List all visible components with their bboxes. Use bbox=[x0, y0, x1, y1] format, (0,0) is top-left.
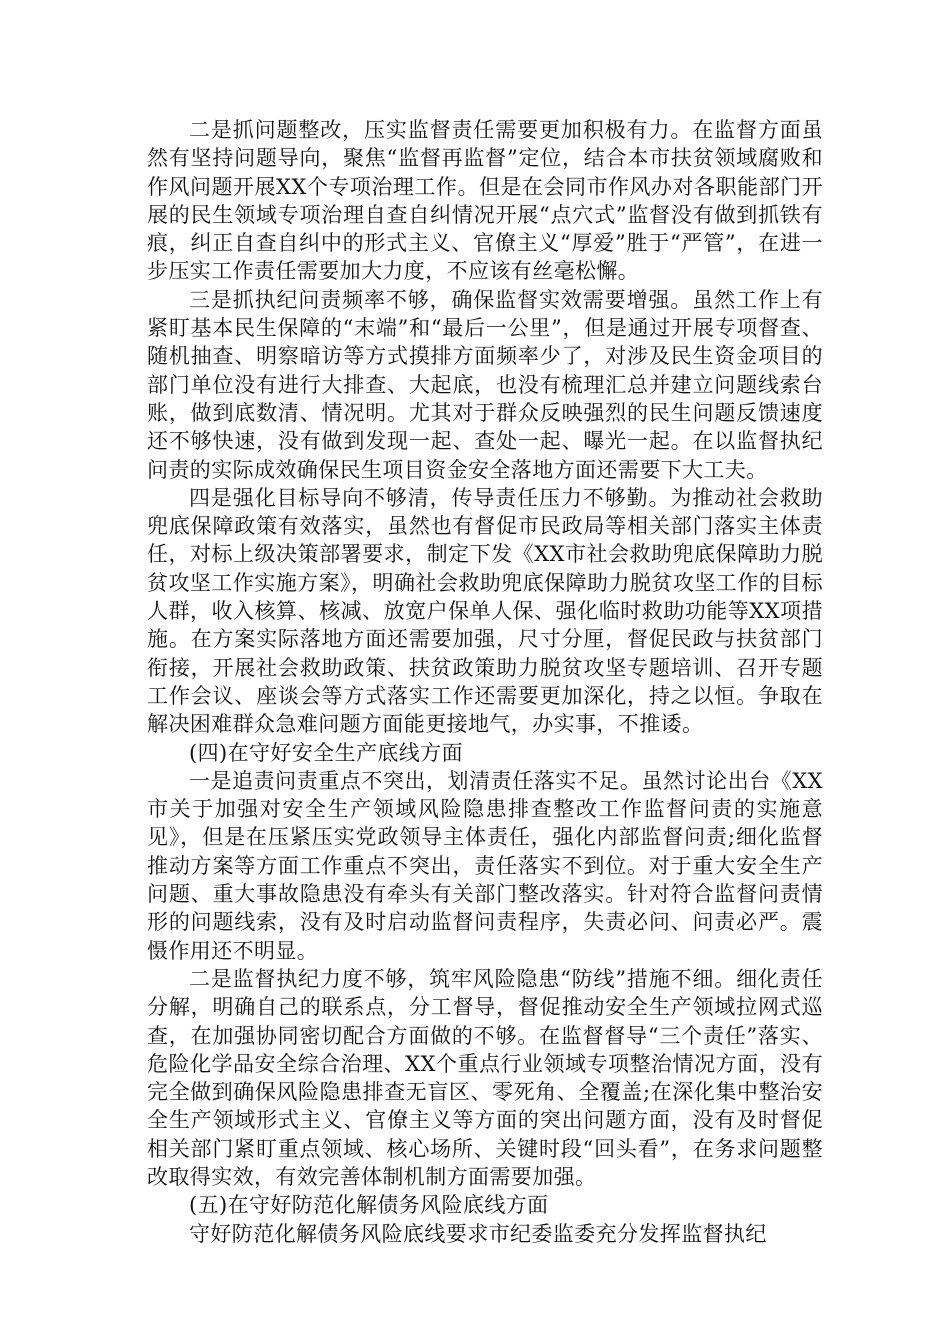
document-body bbox=[147, 116, 823, 1248]
paragraph-problem-rectification: 二是抓问题整改，压实监督责任需要更加积极有力。在监督方面虽然有坚持问题导向，聚焦“监督再监督”定位，结合本市扶贫领域腐败和作风问题开展XX个专项治理工作。但是在会同市作风办对各职能部门开展的民生领域专项治理自查自纠情况开展“点穴式”监督没有做到抓铁有痕，纠正自查自纠中的形式主义、官僚主义“厚爱”胜于“严管”，在进一步压实工作责任需要加大力度，不应该有丝毫松懈。 bbox=[147, 118, 823, 284]
paragraph-discipline-accountability: 三是抓执纪问责频率不够，确保监督实效需要增强。虽然工作上有紧盯基本民生保障的“末端”和“最后一公里”，但是通过开展专项督查、随机抽查、明察暗访等方式摸排方面频率少了，对涉及民生资金项目的部门单位没有进行大排查、大起底，也没有梳理汇总并建立问题线索台账，做到底数清、情况明。尤其对于群众反映强烈的民生问题反馈速度还不够快速，没有做到发现一起、查处一起、曝光一起。在以监督执纪问责的实际成效确保民生项目资金安全落地方面还需要下大工夫。 bbox=[147, 287, 823, 482]
paragraph-supervision-intensity: 二是监督执纪力度不够，筑牢风险隐患“防线”措施不细。细化责任分解，明确自己的联系点，分工督导，督促推动安全生产领域拉网式巡查，在加强协同密切配合方面做的不够。在监督督导“三个责任”落实、危险化学品安全综合治理、XX个重点行业领域专项整治情况方面，没有完全做到确保风险隐患排查无盲区、零死角、全覆盖;在深化集中整治安全生产领域形式主义、官僚主义等方面的突出问题方面，没有及时督促相关部门紧盯重点领域、核心场所、关键时段“回头看”，在务求问题整改取得实效，有效完善体制机制方面需要加强。 bbox=[147, 966, 823, 1189]
section-heading-debt-risk: (五)在守好防范化解债务风险底线方面 bbox=[189, 1193, 549, 1218]
paragraph-target-orientation: 四是强化目标导向不够清，传导责任压力不够勤。为推动社会救助兜底保障政策有效落实，虽然也有督促市民政局等相关部门落实主体责任，对标上级决策部署要求，制定下发《XX市社会救助兜底保障助力脱贫攻坚工作实施方案》，明确社会救助兜底保障助力脱贫攻坚工作的目标人群，收入核算、核减、放宽户保单人保、强化临时救助功能等XX项措施。在方案实际落地方面还需要加强，尺寸分厘，督促民政与扶贫部门衔接，开展社会救助政策、扶贫政策助力脱贫攻坚专题培训、召开专题工作会议、座谈会等方式落实工作还需要更加深化，持之以恒。争取在解决困难群众急难问题方面能更接地气，办实事，不推诿。 bbox=[147, 485, 823, 737]
paragraph-accountability-focus: 一是追责问责重点不突出，划清责任落实不足。虽然讨论出台《XX市关于加强对安全生产领域风险隐患排查整改工作监督问责的实施意见》，但是在压紧压实党政领导主体责任，强化内部监督问责;细化监督推动方案等方面工作重点不突出，责任落实不到位。对于重大安全生产问题、重大事故隐患没有牵头有关部门整改落实。针对符合监督问责情形的问题线索，没有及时启动监督问责程序，失责必问、问责必严。震慑作用还不明显。 bbox=[147, 768, 823, 963]
paragraph-debt-risk-intro: 守好防范化解债务风险底线要求市纪委监委充分发挥监督执纪 bbox=[189, 1221, 767, 1246]
section-heading-safety-production: (四)在守好安全生产底线方面 bbox=[189, 740, 463, 765]
